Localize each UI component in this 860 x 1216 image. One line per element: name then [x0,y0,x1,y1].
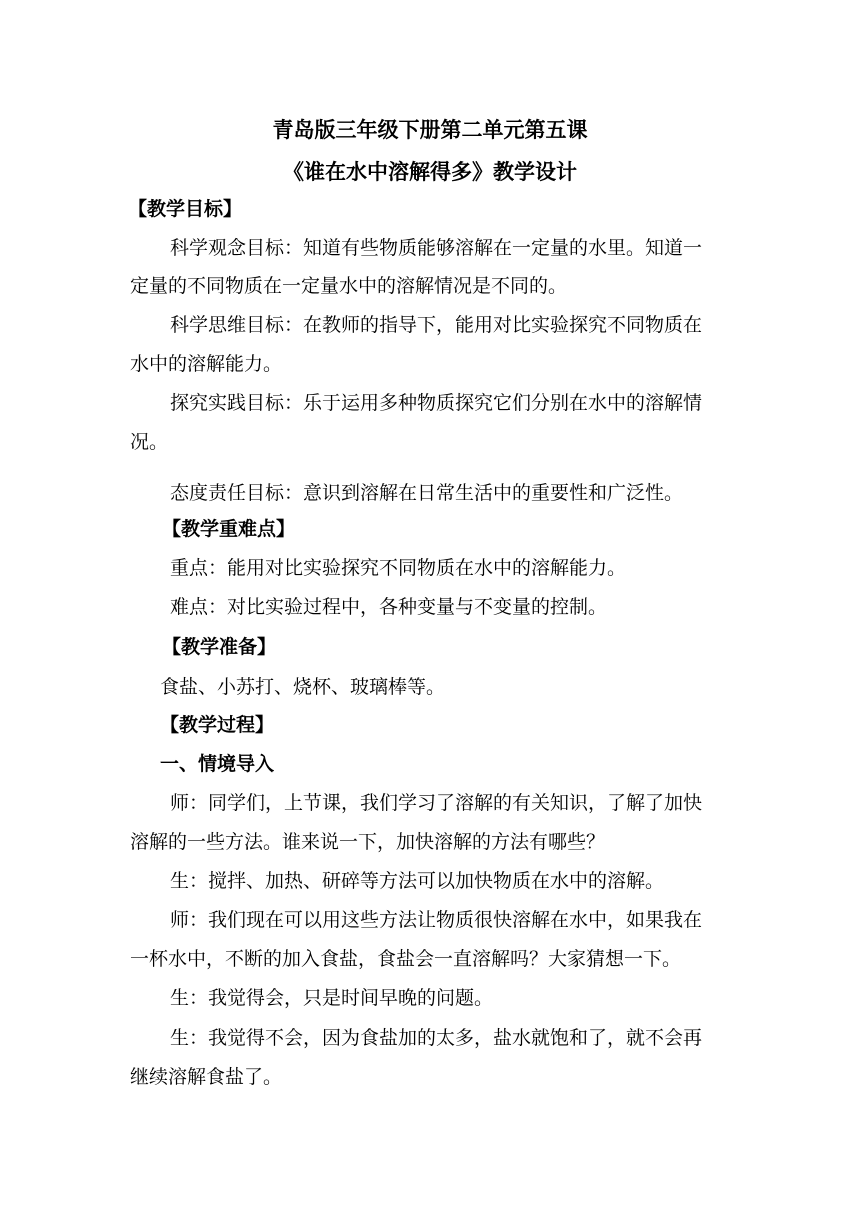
objective-science-thinking-line-1: 科学思维目标：在教师的指导下，能用对比实验探究不同物质在 [170,314,703,336]
objective-science-concept-line-2: 定量的不同物质在一定量水中的溶解情况是不同的。 [130,275,568,297]
objective-attitude: 态度责任目标：意识到溶解在日常生活中的重要性和广泛性。 [170,482,684,504]
dialogue-1-line-1: 师：同学们，上节课，我们学习了溶解的有关知识，了解了加快 [170,792,703,814]
dialogue-3-line-1: 师：我们现在可以用这些方法让物质很快溶解在水中，如果我在 [170,909,703,931]
intro-heading: 一、情境导入 [160,753,275,775]
preparation-heading: 【教学准备】 [162,636,277,658]
objective-science-concept-line-1: 科学观念目标：知道有些物质能够溶解在一定量的水里。知道一 [170,237,703,259]
objective-science-thinking-line-2: 水中的溶解能力。 [130,353,283,375]
keypoints-heading: 【教学重难点】 [162,518,296,540]
difficulty-text: 难点：对比实验过程中，各种变量与不变量的控制。 [170,596,608,618]
objectives-heading: 【教学目标】 [128,198,243,220]
document-title-line-1: 青岛版三年级下册第二单元第五课 [272,117,588,142]
dialogue-5-line-2: 继续溶解食盐了。 [130,1066,283,1088]
objective-inquiry-line-1: 探究实践目标：乐于运用多种物质探究它们分别在水中的溶解情 [170,392,703,414]
process-heading: 【教学过程】 [160,714,275,736]
dialogue-3-line-2: 一杯水中，不断的加入食盐，食盐会一直溶解吗？大家猜想一下。 [130,948,682,970]
dialogue-5-line-1: 生：我觉得不会，因为食盐加的太多，盐水就饱和了，就不会再 [170,1027,703,1049]
keypoint-text: 重点：能用对比实验探究不同物质在水中的溶解能力。 [170,557,627,579]
dialogue-1-line-2: 溶解的一些方法。谁来说一下，加快溶解的方法有哪些？ [130,831,606,853]
dialogue-4: 生：我觉得会，只是时间早晚的问题。 [170,987,494,1009]
dialogue-2: 生：搅拌、加热、研碎等方法可以加快物质在水中的溶解。 [170,870,665,892]
preparation-text: 食盐、小苏打、烧杯、玻璃棒等。 [160,676,446,698]
document-title-line-2: 《谁在水中溶解得多》教学设计 [283,159,577,184]
objective-inquiry-line-2: 况。 [130,431,169,453]
